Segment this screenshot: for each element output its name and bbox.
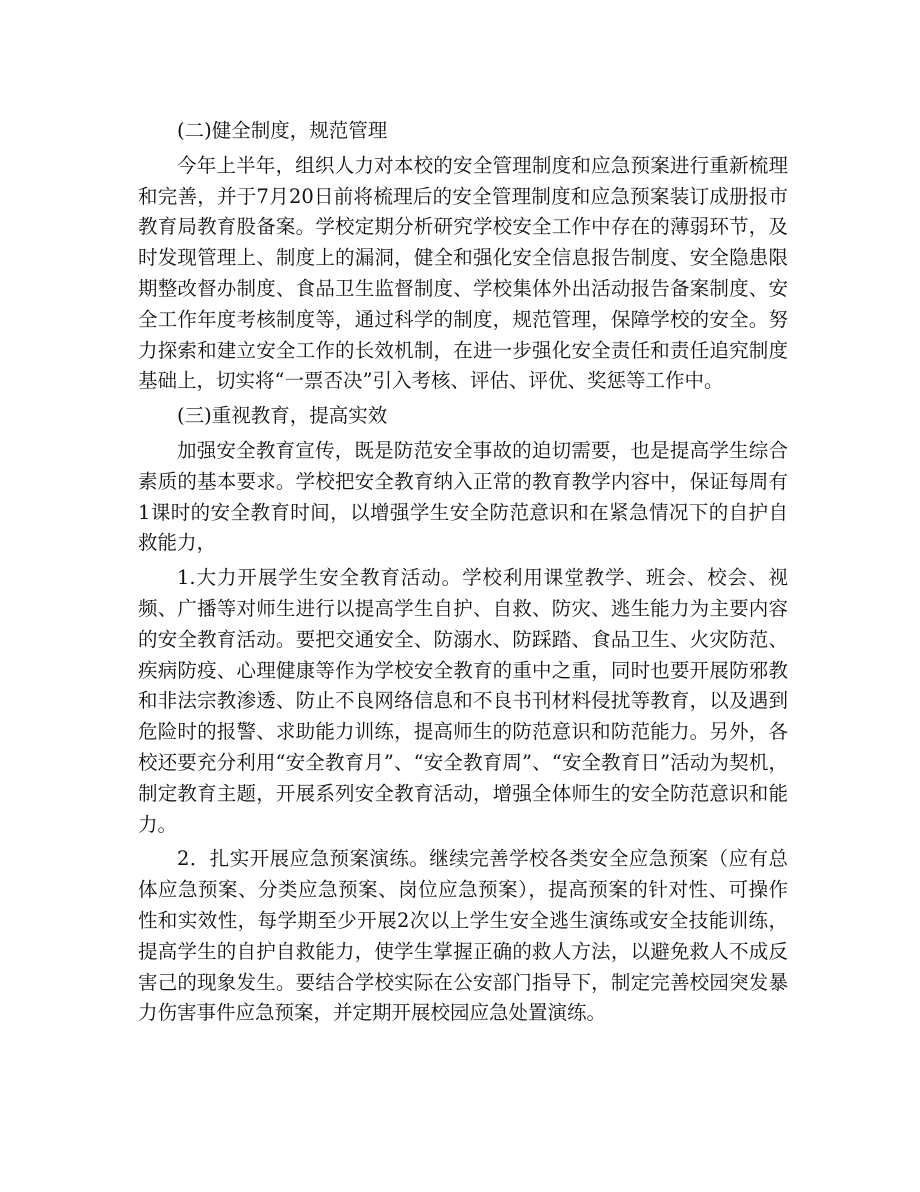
document-body xyxy=(138,116,788,1033)
section-heading-2: (二)健全制度，规范管理 xyxy=(177,119,388,142)
paragraph-safety-education: 加强安全教育宣传，既是防范安全事故的迫切需要，也是提高学生综合素质的基本要求。学校把安全教育纳入正常的教育教学内容中，保证每周有1课时的安全教育时间，以增强学生安全防范意识和在紧急情况下的自护自救能力， xyxy=(138,438,788,555)
section-heading-3: (三)重视教育，提高实效 xyxy=(177,404,388,428)
paragraph-system-management: 今年上半年，组织人力对本校的安全管理制度和应急预案进行重新梳理和完善，并于7月20日前将梳理后的安全管理制度和应急预案装订成册报市教育局教育股备案。学校定期分析研究学校安全工作中存在的薄弱环节，及时发现管理上、制度上的漏洞，健全和强化安全信息报告制度、安全隐患限期整改督办制度、食品卫生监督制度、学校集体外出活动报告备案制度、安全工作年度考核制度等，通过科学的制度，规范管理，保障学校的安全。努力探索和建立安全工作的长效机制，在进一步强化安全责任和责任追究制度基础上，切实将“一票否决”引入考核、评估、评优、奖惩等工作中。 xyxy=(138,153,788,393)
paragraph-emergency-drills: 2．扎实开展应急预案演练。继续完善学校各类安全应急预案（应有总体应急预案、分类应急预案、岗位应急预案），提高预案的针对性、可操作性和实效性，每学期至少开展2次以上学生安全逃生演练或安全技能训练，提高学生的自护自救能力，使学生掌握正确的救人方法，以避免救人不成反害己的现象发生。要结合学校实际在公安部门指导下，制定完善校园突发暴力伤害事件应急预案，并定期开展校园应急处置演练。 xyxy=(138,847,788,1025)
paragraph-education-activities: 1.大力开展学生安全教育活动。学校利用课堂教学、班会、校会、视频、广播等对师生进行以提高学生自护、自救、防灾、逃生能力为主要内容的安全教育活动。要把交通安全、防溺水、防踩踏、食品卫生、火灾防范、疾病防疫、心理健康等作为学校安全教育的重中之重，同时也要开展防邪教和非法宗教渗透、防止不良网络信息和不良书刊材料侵扰等教育，以及遇到危险时的报警、求助能力训练，提高师生的防范意识和防范能力。另外，各校还要充分利用“安全教育月”、“安全教育周”、“安全教育日”活动为契机，制定教育主题，开展系列安全教育活动，增强全体师生的安全防范意识和能力。 xyxy=(138,566,788,836)
